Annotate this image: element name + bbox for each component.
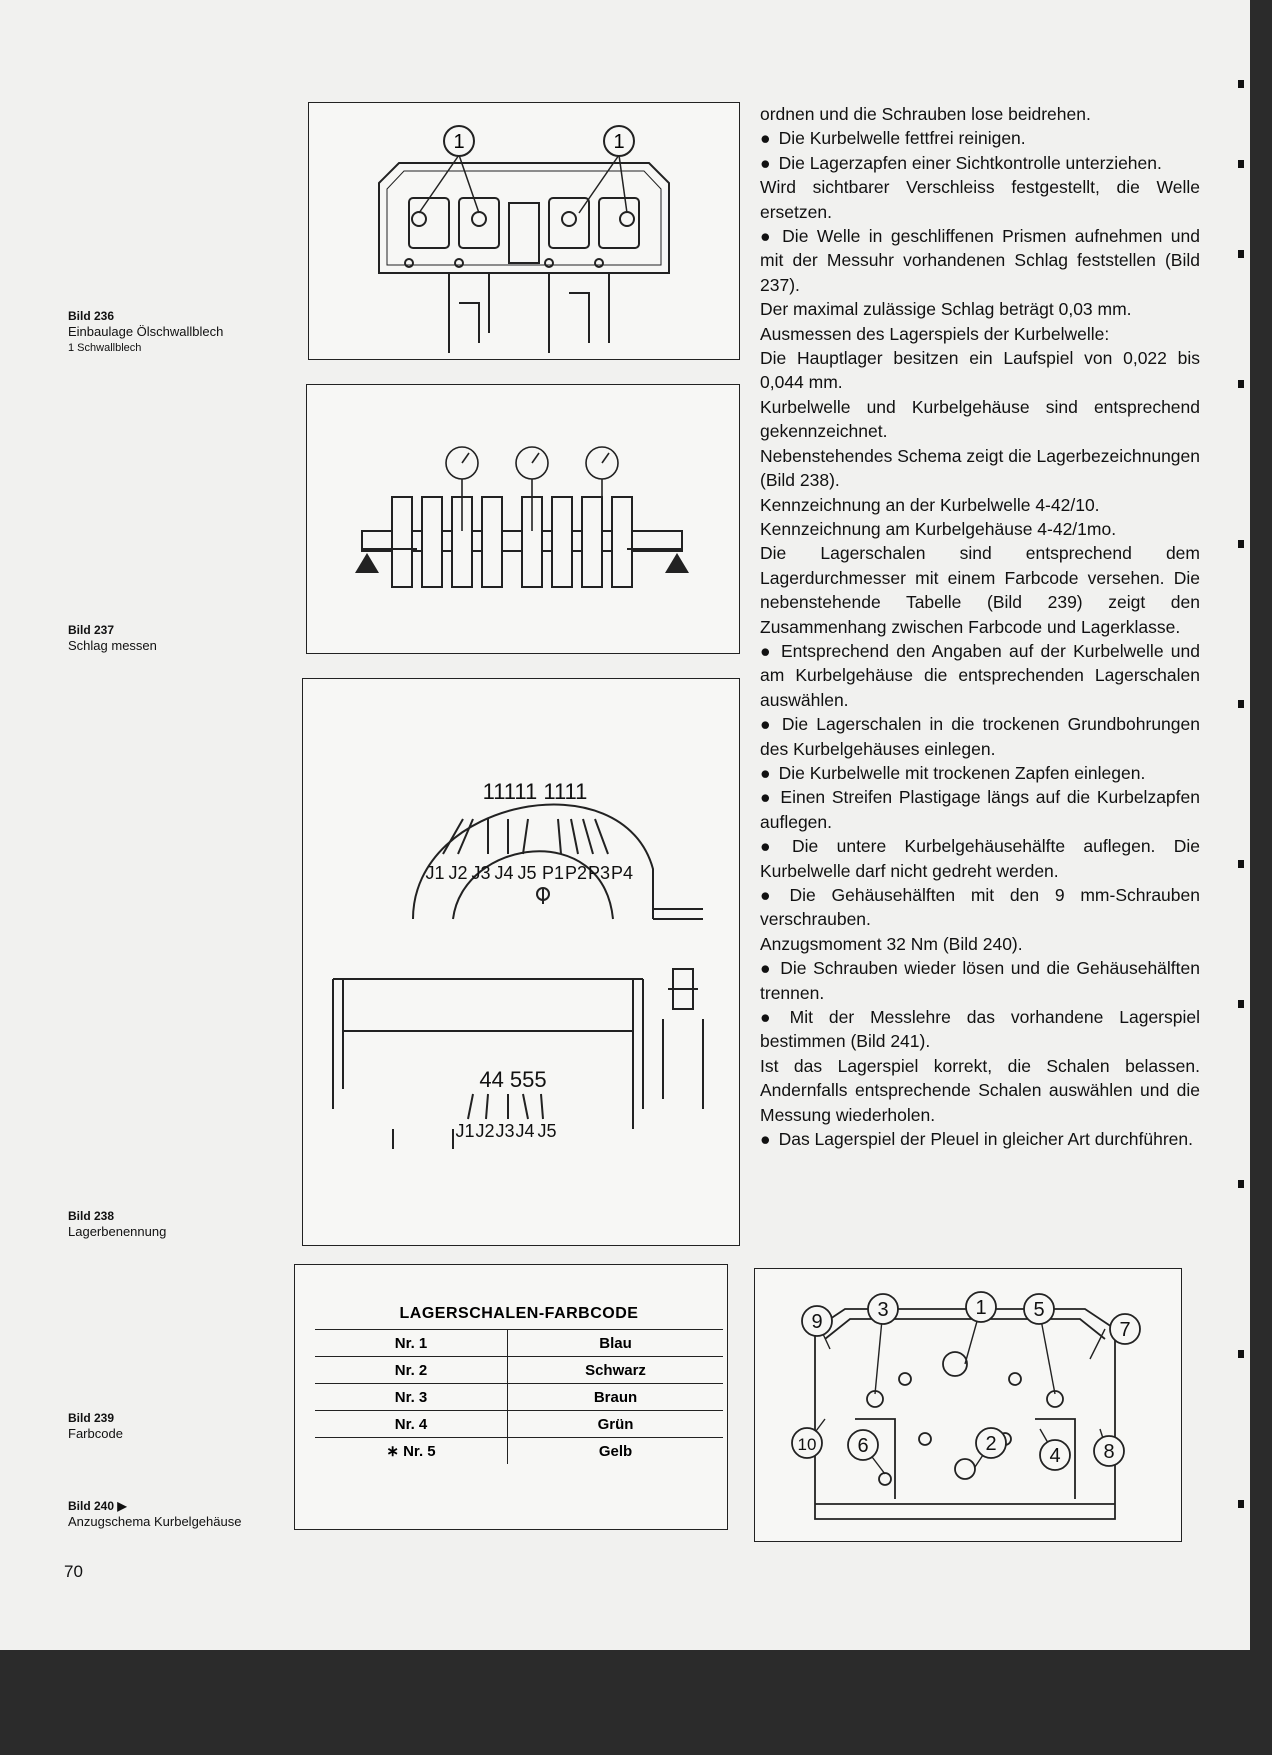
table-cell-nr: Nr. 1 bbox=[315, 1330, 508, 1356]
callout-label: 1 bbox=[453, 131, 465, 153]
binding-mark bbox=[1238, 160, 1244, 168]
table-cell-color: Grün bbox=[597, 1415, 634, 1433]
caption-line: Schlag messen bbox=[68, 638, 157, 653]
crankcase-baffle-drawing bbox=[309, 103, 739, 359]
caption-title: Bild 240 ▶ bbox=[68, 1499, 127, 1513]
caption-title: Bild 237 bbox=[68, 623, 115, 637]
bearing-label: P1 bbox=[541, 863, 565, 883]
binding-mark bbox=[1238, 700, 1244, 708]
caption-line: Anzugschema Kurbelgehäuse bbox=[68, 1514, 242, 1529]
bullet-paragraph: ● Die Schrauben wieder lösen und die Gehäusehälften trennen. bbox=[760, 956, 1200, 1005]
callout-label: 7 bbox=[1119, 1319, 1131, 1341]
paragraph: Die Lagerschalen sind entsprechend dem Lagerdurchmesser mit einem Farbcode versehen. Die nebenstehende Tabelle (Bild 239) zeigt den Zusammenhang zwischen Farbcode und Lagerklasse. bbox=[760, 543, 1200, 637]
caption-bild-238 bbox=[68, 1208, 166, 1240]
callout-label: 1 bbox=[613, 131, 625, 153]
bearing-label: J4 bbox=[515, 1121, 535, 1141]
binding-mark bbox=[1238, 540, 1244, 548]
binding-mark bbox=[1238, 1000, 1244, 1008]
binding-mark bbox=[1238, 1350, 1244, 1358]
bearing-marks-crank: 11111 1111 bbox=[482, 779, 588, 804]
caption-line: Einbaulage Ölschwallblech bbox=[68, 324, 224, 339]
paragraph: Die Hauptlager besitzen ein Laufspiel von 0,022 bis 0,044 mm. bbox=[760, 348, 1200, 393]
dial-gauge-icon bbox=[446, 447, 478, 531]
callout-label: 9 bbox=[811, 1311, 823, 1333]
figure-240-tightening-sequence bbox=[754, 1268, 1182, 1542]
bearing-label: J4 bbox=[494, 863, 514, 883]
paragraph: Kennzeichnung am Kurbelgehäuse 4-42/1mo. bbox=[760, 518, 1117, 539]
table-cell-color: Braun bbox=[593, 1388, 638, 1406]
table-row bbox=[315, 1357, 723, 1384]
body-text bbox=[760, 102, 1200, 1151]
table-cell-nr: Nr. 2 bbox=[315, 1357, 508, 1383]
caption-bild-237 bbox=[68, 622, 157, 654]
callout-1 bbox=[444, 126, 474, 156]
callout-9 bbox=[802, 1306, 832, 1336]
caption-title: Bild 239 bbox=[68, 1411, 115, 1425]
callout-label: 4 bbox=[1049, 1445, 1061, 1467]
table-row bbox=[315, 1330, 723, 1357]
callout-2 bbox=[976, 1428, 1006, 1458]
bullet-paragraph: ● Die Kurbelwelle fettfrei reinigen. bbox=[760, 126, 1200, 150]
bearing-label: J5 bbox=[517, 863, 537, 883]
caption-line: Farbcode bbox=[68, 1426, 123, 1441]
bullet-paragraph: ● Die Welle in geschliffenen Prismen aufnehmen und mit der Messuhr vorhandenen Schlag feststellen (Bild 237). bbox=[760, 224, 1200, 297]
table-row bbox=[315, 1411, 723, 1438]
paragraph: Anzugsmoment 32 Nm (Bild 240). bbox=[760, 933, 1023, 954]
callout-5 bbox=[1024, 1294, 1054, 1324]
callout-1 bbox=[604, 126, 634, 156]
binding-mark bbox=[1238, 380, 1244, 388]
callout-8 bbox=[1094, 1436, 1124, 1466]
bearing-label: P4 bbox=[610, 863, 634, 883]
callout-7 bbox=[1110, 1314, 1140, 1344]
page-number: 70 bbox=[64, 1562, 83, 1581]
bearing-label: J3 bbox=[471, 863, 491, 883]
crankcase-tightening-drawing bbox=[755, 1269, 1181, 1541]
caption-line: 1 Schwallblech bbox=[68, 342, 142, 354]
bullet-paragraph: ● Die untere Kurbelgehäusehälfte auflegen. Die Kurbelwelle darf nicht gedreht werden. bbox=[760, 834, 1200, 883]
callout-3 bbox=[868, 1294, 898, 1324]
paragraph: Ist das Lagerspiel korrekt, die Schalen belassen. Andernfalls entsprechende Schalen auswählen und die Messung wiederholen. bbox=[760, 1055, 1200, 1125]
bullet-paragraph: ● Das Lagerspiel der Pleuel in gleicher Art durchführen. bbox=[760, 1127, 1200, 1151]
table-cell-nr: Nr. 4 bbox=[315, 1411, 508, 1437]
bearing-label: J5 bbox=[537, 1121, 557, 1141]
callout-label: 2 bbox=[985, 1433, 997, 1455]
bullet-paragraph: ● Die Lagerschalen in die trockenen Grundbohrungen des Kurbelgehäuses einlegen. bbox=[760, 712, 1200, 761]
callout-label: 1 bbox=[975, 1297, 987, 1319]
bullet-paragraph: ● Entsprechend den Angaben auf der Kurbelwelle und am Kurbelgehäuse die entsprechenden Lagerschalen auswählen. bbox=[760, 639, 1200, 712]
callout-4 bbox=[1040, 1440, 1070, 1470]
bullet-paragraph: ● Mit der Messlehre das vorhandene Lagerspiel bestimmen (Bild 241). bbox=[760, 1005, 1200, 1054]
crankshaft-runout-drawing bbox=[307, 385, 739, 653]
paragraph: Wird sichtbarer Verschleiss festgestellt, die Welle ersetzen. bbox=[760, 177, 1200, 222]
bearing-label: J2 bbox=[448, 863, 468, 883]
binding-mark bbox=[1238, 860, 1244, 868]
paragraph: ordnen und die Schrauben lose beidrehen. bbox=[760, 104, 1091, 124]
callout-label: 10 bbox=[797, 1435, 817, 1454]
bullet-paragraph: ● Die Kurbelwelle mit trockenen Zapfen einlegen. bbox=[760, 761, 1200, 785]
caption-bild-236 bbox=[68, 308, 223, 356]
bullet-paragraph: ● Die Gehäusehälften mit den 9 mm-Schrauben verschrauben. bbox=[760, 883, 1200, 932]
dial-gauge-icon bbox=[516, 447, 548, 531]
callout-1 bbox=[966, 1292, 996, 1322]
table-cell-color: Gelb bbox=[598, 1442, 633, 1460]
bearing-designation-drawing bbox=[303, 679, 739, 1245]
binding-mark bbox=[1238, 80, 1244, 88]
figure-236-oil-baffle bbox=[308, 102, 740, 360]
callout-label: 8 bbox=[1103, 1441, 1115, 1463]
binding-mark bbox=[1238, 1500, 1244, 1508]
paragraph: Ausmessen des Lagerspiels der Kurbelwelle: bbox=[760, 323, 1110, 344]
bearing-label: J3 bbox=[495, 1121, 515, 1141]
bearing-label: J1 bbox=[455, 1121, 475, 1141]
caption-bild-239 bbox=[68, 1410, 123, 1442]
callout-label: 3 bbox=[877, 1299, 889, 1321]
binding-mark bbox=[1238, 1180, 1244, 1188]
table-row bbox=[315, 1438, 723, 1464]
paragraph: Nebenstehendes Schema zeigt die Lagerbezeichnungen (Bild 238). bbox=[760, 445, 1200, 491]
paragraph: Kurbelwelle und Kurbelgehäuse sind entsprechend gekennzeichnet. bbox=[760, 396, 1200, 442]
table-row bbox=[315, 1384, 723, 1411]
bearing-label: J2 bbox=[475, 1121, 495, 1141]
bullet-paragraph: ● Einen Streifen Plastigage längs auf die Kurbelzapfen auflegen. bbox=[760, 785, 1200, 834]
figure-237-runout bbox=[306, 384, 740, 654]
callout-label: 5 bbox=[1033, 1299, 1045, 1321]
table-cell-nr: Nr. 3 bbox=[315, 1384, 508, 1410]
farbcode-table bbox=[315, 1305, 723, 1464]
paragraph: Der maximal zulässige Schlag beträgt 0,03 mm. bbox=[760, 299, 1132, 320]
bearing-marks-case: 44 555 bbox=[479, 1067, 547, 1092]
bullet-paragraph: ● Die Lagerzapfen einer Sichtkontrolle unterziehen. bbox=[760, 151, 1200, 175]
table-cell-nr: ∗ Nr. 5 bbox=[315, 1438, 508, 1464]
caption-bild-240 bbox=[68, 1498, 241, 1530]
callout-6 bbox=[848, 1430, 878, 1460]
table-cell-color: Blau bbox=[599, 1334, 632, 1352]
bearing-label: P3 bbox=[587, 863, 611, 883]
table-cell-color: Schwarz bbox=[585, 1361, 646, 1379]
callout-10 bbox=[792, 1428, 822, 1458]
bearing-label: P2 bbox=[564, 863, 588, 883]
caption-title: Bild 238 bbox=[68, 1209, 115, 1223]
figure-239-color-code-table bbox=[294, 1264, 728, 1530]
binding-mark bbox=[1238, 250, 1244, 258]
figure-238-bearing-designation bbox=[302, 678, 740, 1246]
caption-title: Bild 236 bbox=[68, 309, 115, 323]
paragraph: Kennzeichnung an der Kurbelwelle 4-42/10. bbox=[760, 494, 1100, 515]
caption-line: Lagerbenennung bbox=[68, 1224, 167, 1239]
table-title: LAGERSCHALEN-FARBCODE bbox=[315, 1305, 723, 1330]
bearing-label: J1 bbox=[425, 863, 445, 883]
callout-label: 6 bbox=[857, 1435, 869, 1457]
